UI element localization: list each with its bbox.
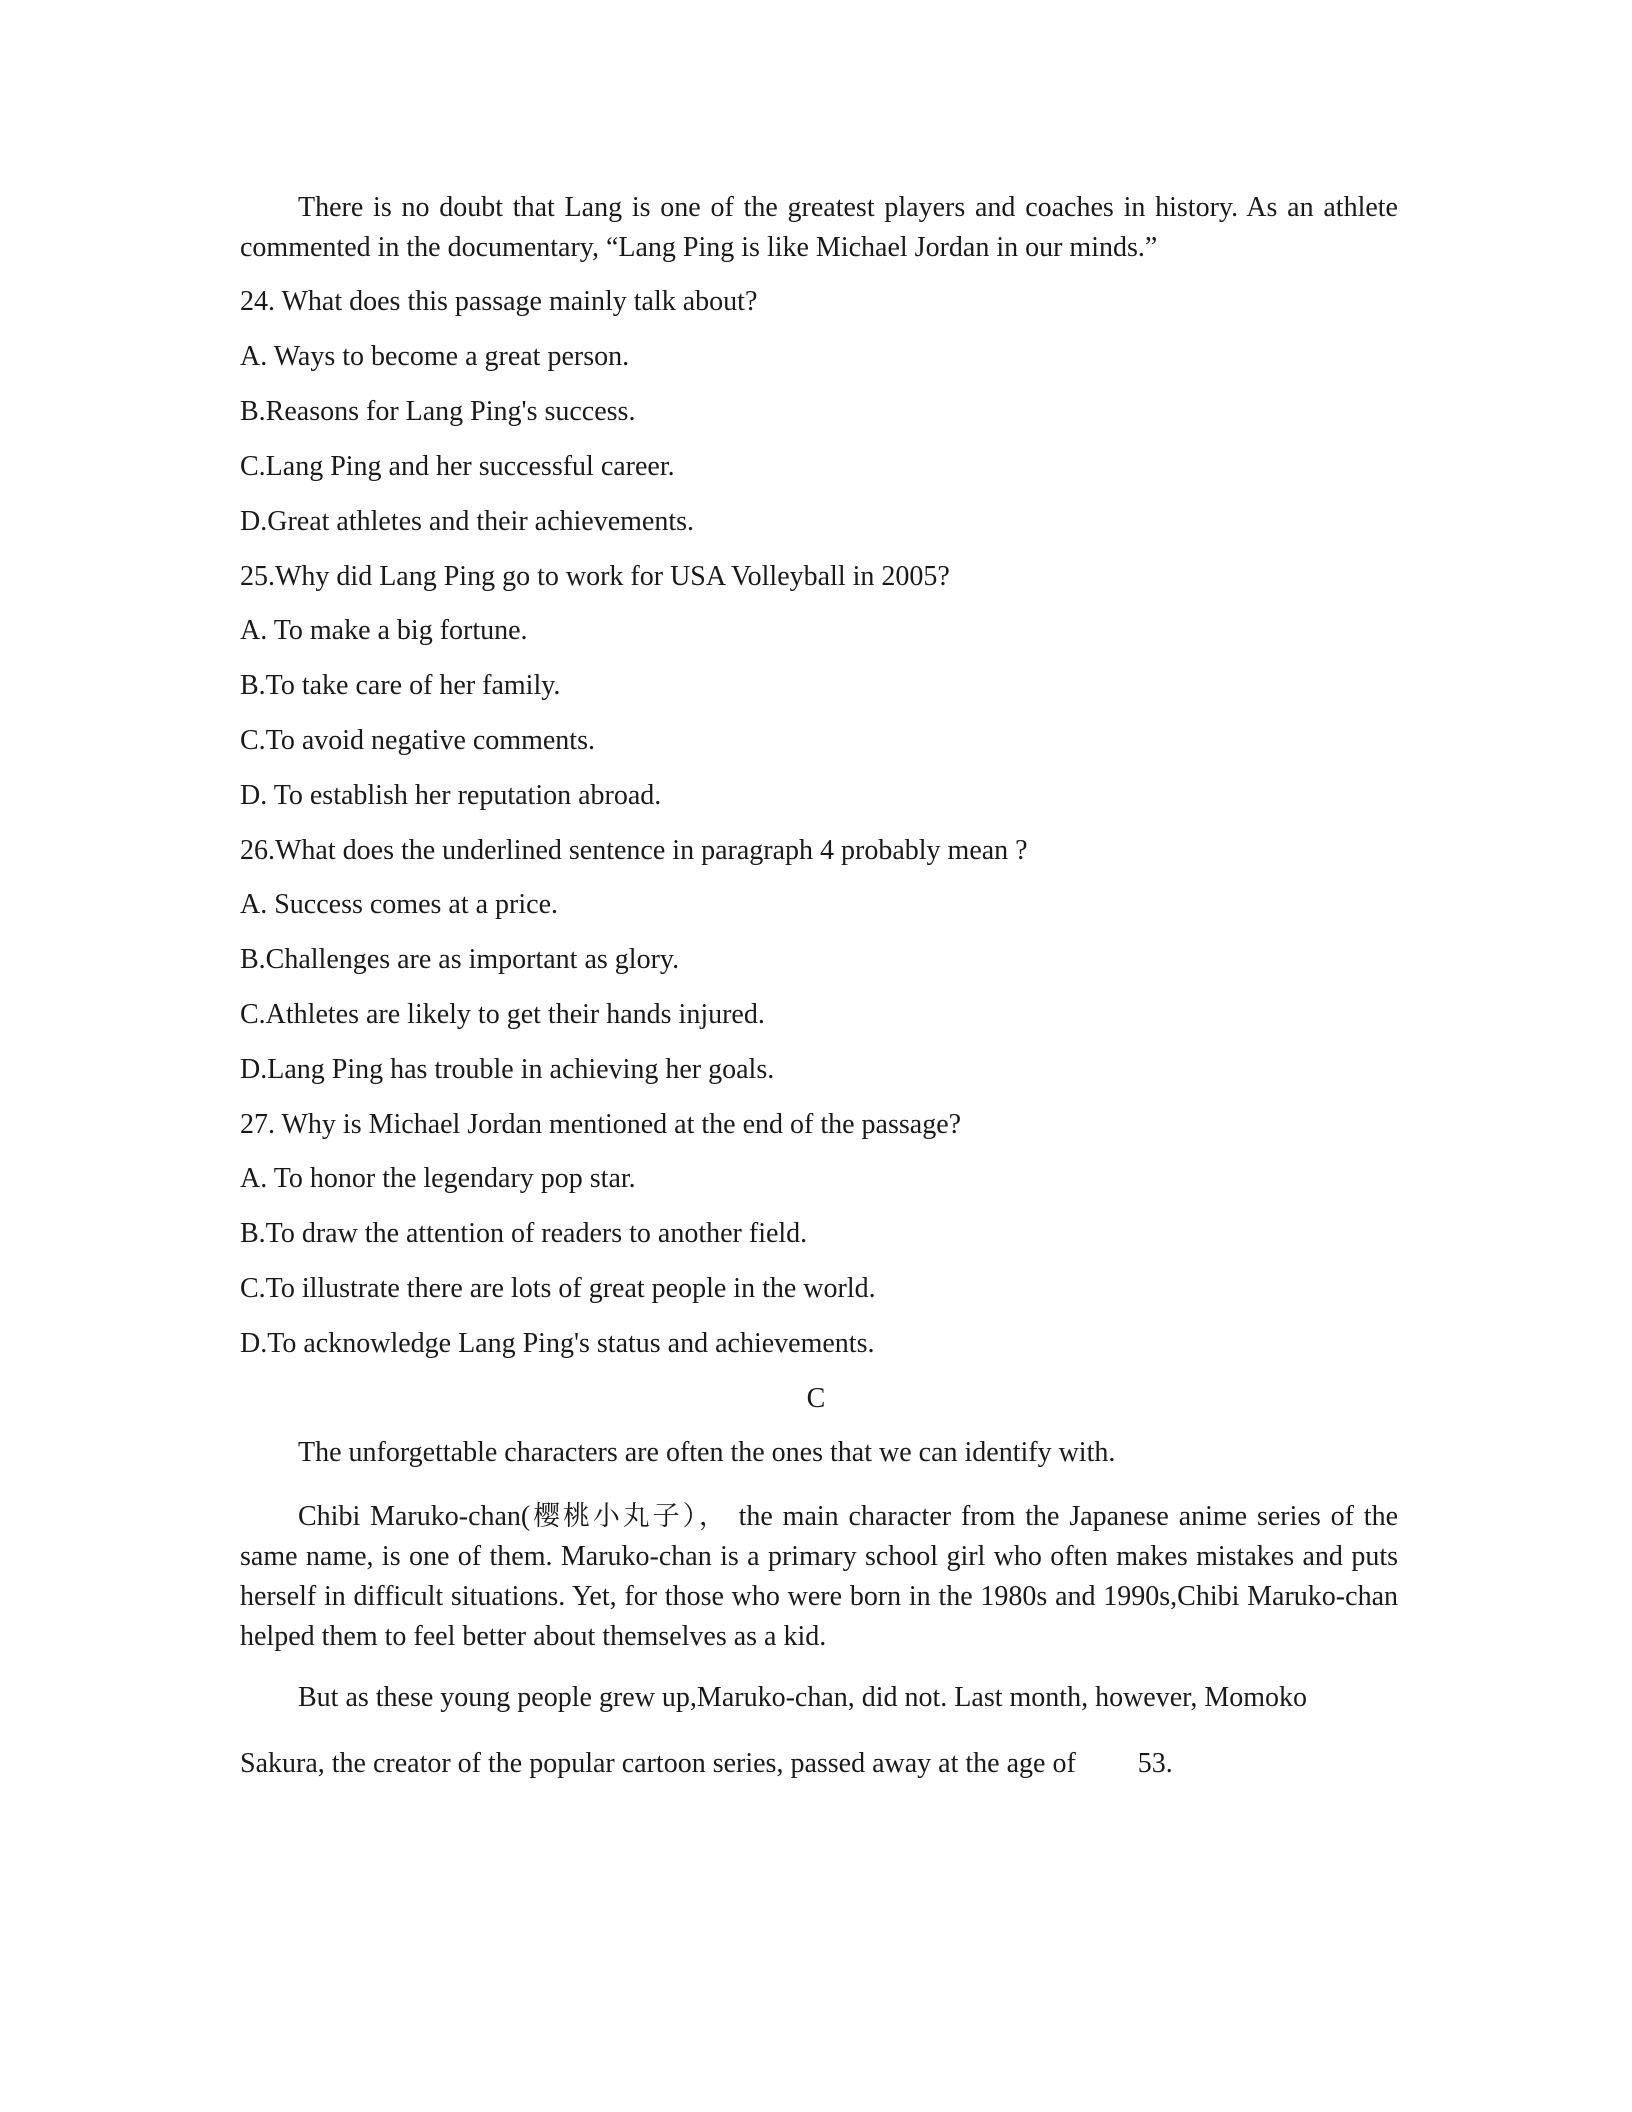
question-27-option-c: C.To illustrate there are lots of great people in the world. xyxy=(240,1273,876,1304)
passage-closing-paragraph: There is no doubt that Lang is one of the greatest players and coaches in history. As an athlete commented in the documentary, “Lang Ping is like Michael Jordan in our minds.” xyxy=(240,192,1398,263)
question-27-option-d: D.To acknowledge Lang Ping's status and achievements. xyxy=(240,1328,875,1359)
question-25-stem: 25.Why did Lang Ping go to work for USA Volleyball in 2005? xyxy=(240,561,950,592)
question-25-option-b: B.To take care of her family. xyxy=(240,670,561,701)
question-24-option-c: C.Lang Ping and her successful career. xyxy=(240,451,675,482)
section-c-paragraph-3: But as these young people grew up,Maruko-chan, did not. Last month, however, Momoko xyxy=(298,1682,1308,1713)
question-26-stem: 26.What does the underlined sentence in paragraph 4 probably mean ? xyxy=(240,835,1028,866)
paragraph-2-chinese-title: 樱桃小丸子）， xyxy=(530,1501,729,1532)
question-26-option-a: A. Success comes at a price. xyxy=(240,889,558,920)
paragraph-3-continued-text: Sakura, the creator of the popular cartoon series, passed away at the age of xyxy=(240,1748,1076,1779)
question-24-option-a: A. Ways to become a great person. xyxy=(240,341,630,372)
section-c-paragraph-3-continued xyxy=(240,1744,1173,1784)
question-27-option-b: B.To draw the attention of readers to another field. xyxy=(240,1218,808,1249)
question-24-option-d: D.Great athletes and their achievements. xyxy=(240,506,695,537)
section-heading-c: C xyxy=(806,1383,826,1414)
paragraph-2-lead: Chibi Maruko-chan( xyxy=(298,1501,531,1532)
question-26-option-b: B.Challenges are as important as glory. xyxy=(240,944,680,975)
paragraph-3-age: 53. xyxy=(1137,1748,1173,1779)
paragraph-2-body: the main character from the Japanese anime series of the same name, is one of them. Maruko-chan is a primary school girl who often makes mistakes and puts herself in difficult situations. Yet, for those who were born in the 1980s and 1990s,Chibi Maruko-chan helped them to feel better about themselves as a kid. xyxy=(240,1501,1398,1652)
question-25-option-d: D. To establish her reputation abroad. xyxy=(240,780,662,811)
section-c-paragraph-1: The unforgettable characters are often the ones that we can identify with. xyxy=(298,1437,1116,1468)
question-26-option-d: D.Lang Ping has trouble in achieving her goals. xyxy=(240,1054,775,1085)
question-26-option-c: C.Athletes are likely to get their hands injured. xyxy=(240,999,765,1030)
question-24-stem: 24. What does this passage mainly talk about? xyxy=(240,286,758,317)
question-25-option-a: A. To make a big fortune. xyxy=(240,615,528,646)
question-27-option-a: A. To honor the legendary pop star. xyxy=(240,1163,636,1194)
question-25-option-c: C.To avoid negative comments. xyxy=(240,725,595,756)
question-27-stem: 27. Why is Michael Jordan mentioned at the end of the passage? xyxy=(240,1109,962,1140)
question-24-option-b: B.Reasons for Lang Ping's success. xyxy=(240,396,636,427)
section-c-paragraph-2 xyxy=(240,1497,1398,1657)
